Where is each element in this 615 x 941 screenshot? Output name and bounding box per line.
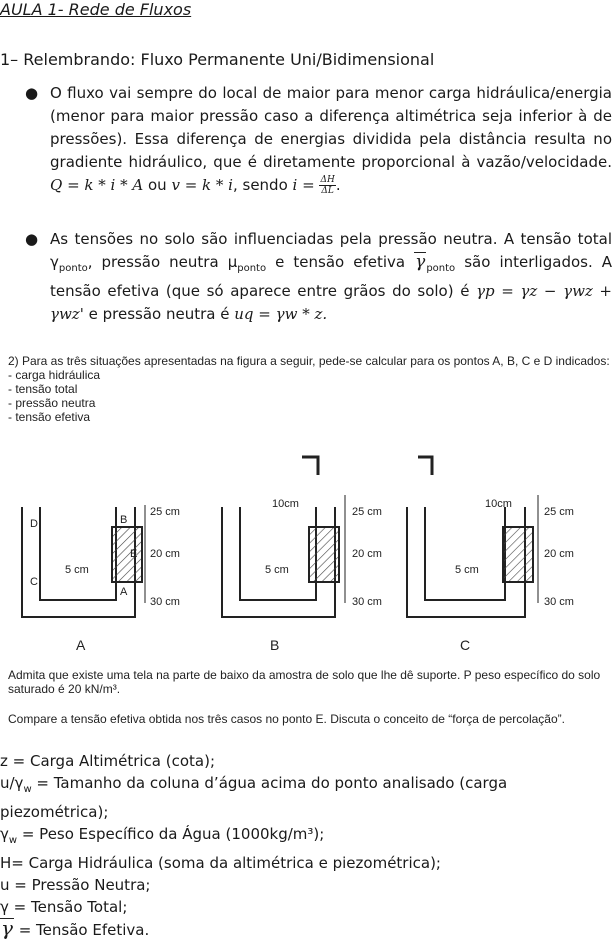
equation-velocity: v = k * i xyxy=(171,176,233,194)
figure-b-soil-sample xyxy=(309,527,339,582)
point-a-label: A xyxy=(120,586,128,598)
legend-hydraulic-head: H= Carga Hidráulica (soma da altimétrica e piezométrica); xyxy=(0,854,441,872)
dim-25cm: 25 cm xyxy=(352,506,382,518)
figure-b-label: B xyxy=(270,637,280,653)
legend-pore-pressure: u = Pressão Neutra; xyxy=(0,876,151,894)
point-b-label: B xyxy=(120,514,128,526)
exercise-compare: Compare a tensão efetiva obtida nos três casos no ponto E. Discuta o conceito de “força de percolação”. xyxy=(8,712,565,726)
dim-20cm: 20 cm xyxy=(544,548,574,560)
dim-25cm: 25 cm xyxy=(150,506,180,518)
variables-legend xyxy=(0,750,612,941)
bullet-dot: ● xyxy=(25,84,39,102)
subscript-ponto: ponto xyxy=(426,263,456,274)
dim-5cm: 5 cm xyxy=(265,564,289,576)
gamma-symbol: γ xyxy=(50,253,59,271)
permeameter-diagram xyxy=(0,445,615,665)
legend-z: z = Carga Altimétrica (cota); xyxy=(0,752,216,770)
exercise-note: Admita que existe uma tela na parte de baixo da amostra de solo que lhe dê suporte. P peso específico do solo saturado é 20 kN/m³. xyxy=(8,668,601,696)
legend-piezometric-cont: piezométrica); xyxy=(0,803,109,821)
figure-c-soil-sample xyxy=(503,527,533,582)
point-e-label: E xyxy=(130,548,138,560)
effective-stress-symbol-icon: γ xyxy=(415,252,426,272)
dim-20cm: 20 cm xyxy=(150,548,180,560)
stress-text-4: são interligados. A tensão efetiva (que só aparece entre grãos do solo) é xyxy=(50,253,613,300)
dim-5cm: 5 cm xyxy=(455,564,479,576)
exercise-intro: 2) Para as três situações apresentadas na figura a seguir, pede-se calcular para os pontos A, B, C e D indicados: xyxy=(8,354,610,368)
stress-text-3: e tensão efetiva xyxy=(275,253,406,271)
point-d-label: D xyxy=(30,518,38,530)
or-word: ou xyxy=(147,176,167,194)
exercise-statement xyxy=(8,354,613,424)
exercise-item: - tensão efetiva xyxy=(8,410,91,424)
figure-a-soil-sample xyxy=(112,527,142,582)
figure-c-label: C xyxy=(460,637,471,653)
lesson-title: AULA 1- Rede de Fluxos xyxy=(0,0,192,19)
bullet-flow-text: O fluxo vai sempre do local de maior para menor carga hidráulica/energia (menor para maior pressão caso a diferença altimétrica seja inferior à de pressões). Essa diferença de energias dividida pela distância resulta no gradiente hidráulico, que é diretamente proporcional à vazão/velocidade. xyxy=(50,84,612,171)
section-heading: 1– Relembrando: Fluxo Permanente Uni/Bidimensional xyxy=(0,50,435,69)
stress-text-2: , pressão neutra xyxy=(87,253,219,271)
fraction-numerator: ΔH xyxy=(320,175,335,185)
dim-30cm: 30 cm xyxy=(544,596,574,608)
legend-unit-weight: $\gamma_w$ = Peso Específico da Água (1000kg/m³); xyxy=(0,825,325,846)
bullet-dot: ● xyxy=(25,230,39,248)
equation-effective-stress: γp = γz − γwz + γwz' xyxy=(50,282,612,323)
fraction-denominator: ΔL xyxy=(321,186,334,196)
figure-a-label: A xyxy=(76,637,86,653)
point-c-label: C xyxy=(30,576,38,588)
dim-10cm: 10cm xyxy=(485,498,512,510)
legend-piezometric: $u/\gamma_w$ = Tamanho da coluna d’água acima do ponto analisado (carga xyxy=(0,774,508,795)
equation-flow-rate: Q = k * i * A xyxy=(50,176,144,194)
subscript-ponto: ponto xyxy=(237,263,267,274)
effective-stress-symbol-icon: γ xyxy=(1,916,13,940)
subscript-ponto: ponto xyxy=(58,263,88,274)
stress-text-5: e pressão neutra é xyxy=(88,305,230,323)
dim-30cm: 30 cm xyxy=(150,596,180,608)
equation-pore-pressure: uq = γw * z. xyxy=(234,305,328,323)
legend-total-stress: γ = Tensão Total; xyxy=(0,898,128,916)
dim-5cm: 5 cm xyxy=(65,564,89,576)
gradient-fraction xyxy=(319,175,335,196)
dim-20cm: 20 cm xyxy=(352,548,382,560)
exercise-item: - pressão neutra xyxy=(8,396,96,410)
stress-text-1: As tensões no solo são influenciadas pela pressão neutra. A tensão total xyxy=(50,230,612,248)
dim-30cm: 30 cm xyxy=(352,596,382,608)
bullet-stress xyxy=(25,228,613,326)
exercise-item: - carga hidráulica xyxy=(8,368,101,382)
equation-gradient: i = xyxy=(292,176,315,194)
sendo-word: , sendo xyxy=(232,176,288,194)
legend-effective-stress: γ = Tensão Efetiva. xyxy=(1,916,150,940)
mu-symbol: μ xyxy=(227,253,238,271)
dim-25cm: 25 cm xyxy=(544,506,574,518)
exercise-item: - tensão total xyxy=(8,382,78,396)
dim-10cm: 10cm xyxy=(272,498,299,510)
bullet-flow: ● O fluxo vai sempre do local de maior para menor carga hidráulica/energia (menor para maior pressão caso a diferença altimétrica seja inferior à de pressões). Essa diferença de energias dividida pela distância resulta no gradiente hidráulico, que é diretamente proporcional à vazão/velocidade. Q = k * i * A ou v = k * i, sendo i = $\frac{\Delta H}{\Delta L}$ . xyxy=(25,84,612,196)
